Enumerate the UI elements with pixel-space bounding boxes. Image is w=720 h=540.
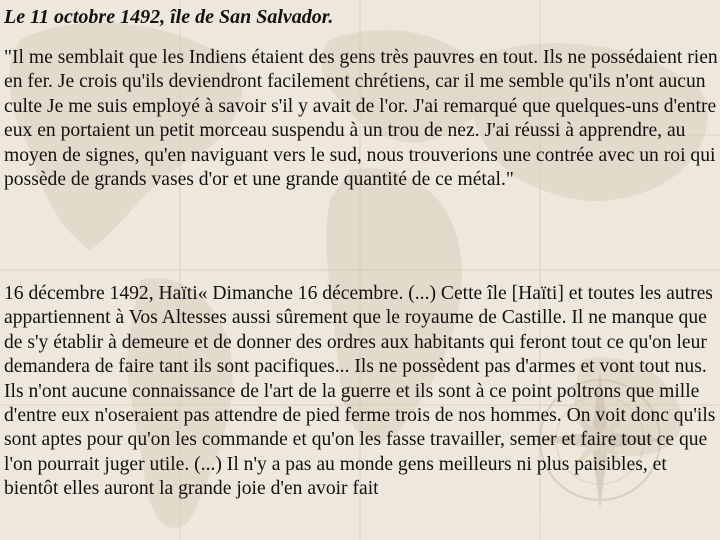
- paragraph-san-salvador: "Il me semblait que les Indiens étaient des gens très pauvres en tout. Ils ne possédaient rien en fer. Je crois qu'ils deviendront facilement chrétiens, car il me semble qu'ils n'ont aucun culte Je me suis employé à savoir s'il y avait de l'or. J'ai remarqué que quelques-uns d'entre eux en portaient un petit morceau suspendu à un trou de nez. J'ai réussi à apprendre, au moyen de signes, qu'en naviguant vers le sud, nous trouverions une contrée avec un roi qui possède de grands vases d'or et une grande quantité de ce métal.": [4, 47, 718, 191]
- document-heading: Le 11 octobre 1492, île de San Salvador.: [4, 6, 334, 28]
- paragraph-haiti: 16 décembre 1492, Haïti« Dimanche 16 décembre. (...) Cette île [Haïti] et toutes les autres appartiennent à Vos Altesses aussi sûrement que le royaume de Castille. Il ne manque que de s'y établir à demeure et de donner des ordres aux habitants qui feront tout ce qu'on leur demandera de faire tant ils sont pacifiques... Ils ne possèdent pas d'armes et vont tout nus. Ils n'ont aucune connaissance de l'art de la guerre et ils sont à ce point poltrons que mille d'entre eux n'oseraient pas attendre de pied ferme trois de nos hommes. On voit donc qu'ils sont aptes pour qu'on les commande et qu'on les fasse travailler, semer et faire tout ce que l'on pourrait juger utile. (...) Il n'y a pas au monde gens meilleurs ni plus paisibles, et bientôt elles auront la grande joie d'en avoir fait: [4, 283, 716, 500]
